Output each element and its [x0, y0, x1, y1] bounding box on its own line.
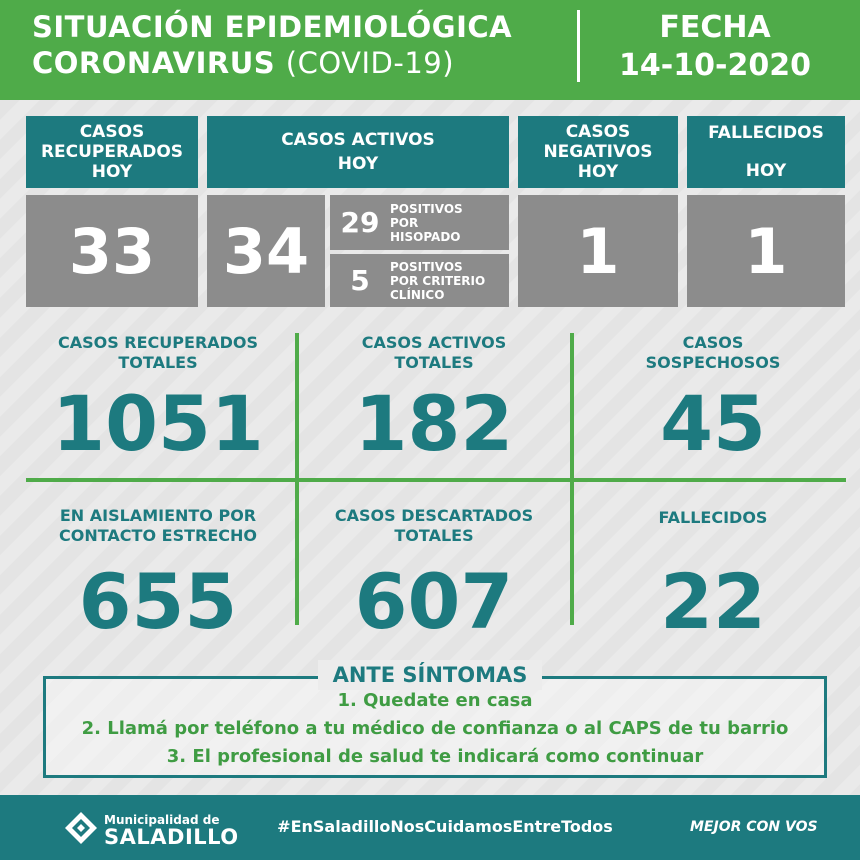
negativos-hoy-label-1: CASOS [565, 122, 631, 142]
negativos-hoy-value-box [518, 195, 678, 307]
footer-slogan: MEJOR CON VOS [690, 819, 818, 835]
descartados-label-1: CASOS DESCARTADOS [334, 506, 534, 525]
negativos-hoy-value: 1 [576, 214, 620, 288]
fecha-label: FECHA [659, 10, 771, 45]
recuperados-hoy-label-1: CASOS [79, 122, 145, 142]
sospechosos-label [580, 333, 846, 373]
hisopado-label-3: HISOPADO [390, 229, 461, 244]
activos-hoy-value: 34 [222, 214, 310, 288]
logo-saladillo: SALADILLO [104, 825, 239, 849]
negativos-hoy-label-3: HOY [577, 162, 619, 182]
fallecidos-totales-label-1: FALLECIDOS [658, 508, 768, 527]
footer-hashtag: #EnSaladilloNosCuidamosEntreTodos [277, 817, 613, 836]
aislamiento-label [30, 506, 286, 546]
activos-hoy-label-2: HOY [337, 154, 379, 174]
activos-hoy-value-box [207, 195, 325, 307]
logo-municipalidad: Municipalidad de [104, 813, 220, 827]
saladillo-logo-icon [64, 811, 98, 845]
fallecidos-totales-value: 22 [660, 557, 766, 646]
hisopado-label-2: POR [390, 215, 419, 230]
footer [0, 795, 860, 860]
fallecidos-hoy-header [687, 116, 845, 188]
title-line-2 [32, 46, 454, 80]
fallecidos-hoy-value: 1 [744, 214, 788, 288]
hisopado-label-1: POSITIVOS [390, 201, 463, 216]
recuperados-hoy-value-box [26, 195, 198, 307]
activos-totales-label-1: CASOS ACTIVOS [361, 333, 507, 352]
clinico-label-1: POSITIVOS [390, 259, 463, 274]
negativos-hoy-header [518, 116, 678, 188]
fallecidos-hoy-label-1: FALLECIDOS [708, 123, 824, 143]
sospechosos-value: 45 [660, 379, 766, 468]
recuperados-totales-value: 1051 [52, 379, 264, 468]
grid-line-horizontal [26, 478, 846, 482]
sospechosos-label-1: CASOS [682, 333, 744, 352]
recuperados-hoy-label-2: RECUPERADOS [40, 142, 184, 162]
positivos-clinico-row [330, 254, 509, 307]
positivos-clinico-label [390, 260, 485, 302]
title-line-1: SITUACIÓN EPIDEMIOLÓGICA [32, 10, 513, 44]
recuperados-totales-label-2: TOTALES [118, 353, 198, 372]
clinico-label-3: CLÍNICO [390, 287, 445, 302]
aislamiento-label-2: CONTACTO ESTRECHO [59, 526, 257, 545]
positivos-hisopado-value: 29 [340, 206, 380, 239]
symptom-step-3: 3. El profesional de salud te indicará como continuar [166, 746, 704, 767]
aislamiento-label-1: EN AISLAMIENTO POR [59, 506, 257, 525]
recuperados-hoy-label-3: HOY [91, 162, 133, 182]
sospechosos-label-2: SOSPECHOSOS [645, 353, 781, 372]
title-coronavirus: CORONAVIRUS [32, 46, 276, 80]
fallecidos-totales-label [580, 508, 846, 528]
activos-hoy-label-1: CASOS ACTIVOS [281, 130, 435, 150]
activos-totales-label [305, 333, 563, 373]
descartados-label-2: TOTALES [394, 526, 474, 545]
symptom-step-2: 2. Llamá por teléfono a tu médico de confianza o al CAPS de tu barrio [81, 718, 789, 739]
descartados-label [305, 506, 563, 546]
positivos-hisopado-row [330, 195, 509, 250]
recuperados-hoy-header [26, 116, 198, 188]
clinico-label-2: POR CRITERIO [390, 273, 486, 288]
fallecidos-hoy-value-box [687, 195, 845, 307]
recuperados-hoy-value: 33 [68, 214, 156, 288]
descartados-value: 607 [354, 557, 514, 646]
aislamiento-value: 655 [78, 557, 238, 646]
title-covid: (COVID-19) [285, 46, 455, 80]
activos-totales-label-2: TOTALES [394, 353, 474, 372]
activos-totales-value: 182 [354, 379, 514, 468]
positivos-clinico-value: 5 [350, 264, 370, 297]
negativos-hoy-label-2: NEGATIVOS [543, 142, 653, 162]
activos-hoy-header [207, 116, 509, 188]
positivos-hisopado-label [390, 202, 463, 244]
recuperados-totales-label [30, 333, 286, 373]
symptoms-title: ANTE SÍNTOMAS [318, 660, 542, 690]
fallecidos-hoy-label-2: HOY [745, 161, 787, 181]
symptom-step-1: 1. Quedate en casa [337, 690, 533, 711]
fecha-value: 14-10-2020 [619, 48, 811, 83]
recuperados-totales-label-1: CASOS RECUPERADOS [57, 333, 259, 352]
header [0, 0, 860, 100]
header-divider [577, 10, 580, 82]
